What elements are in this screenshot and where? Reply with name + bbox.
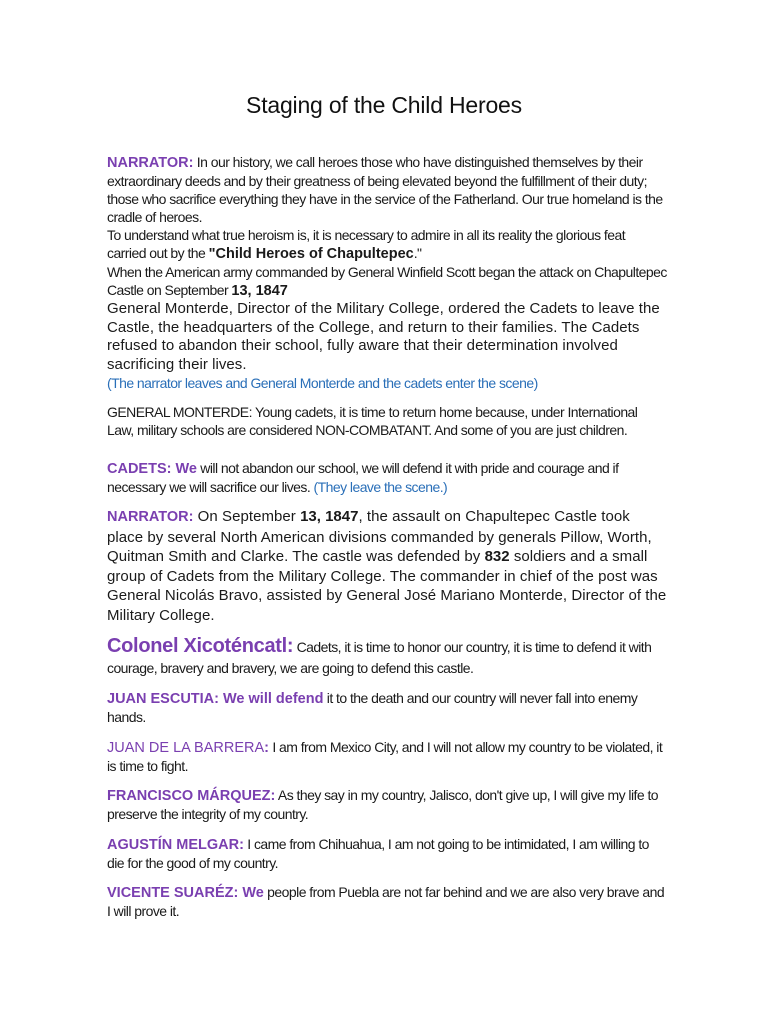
barrera-paragraph [107,738,667,775]
dialogue-text: I am from Mexico City, and I will not allow my country to be violated, it is time to fight. [107,739,663,774]
speaker-colon: : [264,740,269,756]
speaker-label: NARRATOR: [107,155,194,171]
dialogue-text: Cadets, it is time to honor our country, it is time to defend it with courage, bravery and bravery, we are going to defend this castle. [107,639,652,676]
speaker-label: Colonel Xicoténcatl: [107,635,294,657]
speaker-label: JUAN DE LA BARRERA [107,740,265,756]
speaker-label: NARRATOR: [107,509,194,525]
dialogue-text: I came from Chihuahua, I am not going to be intimidated, I am willing to die for the good of my country. [107,836,649,871]
monterde-order-paragraph: General Monterde, Director of the Military College, ordered the Cadets to leave the Castle, the headquarters of the College, and return to their families. The Cadets refused to abandon their school, fully aware that their determination involved sacrificing their lives. [107,300,660,373]
monterde-block [107,403,667,439]
marquez-block [107,786,667,823]
dialogue-text: it to the death and our country will never fall into enemy hands. [107,690,638,725]
speaker-label: VICENTE SUARÉZ: We [107,885,264,901]
emphasis-text: "Child Heroes of Chapultepec [208,246,414,262]
document-title: Staging of the Child Heroes [246,92,522,118]
marquez-paragraph [107,786,667,823]
speaker-label: CADETS: We [107,461,197,477]
cadets-paragraph [107,459,667,496]
speaker-label: FRANCISCO MÁRQUEZ: [107,788,276,804]
dialogue-text: , the assault on Chapultepec Castle took place by several North American divisions commanded by generals Pillow, Worth, Quitman Smith and Clarke. The castle was defended by [107,508,652,565]
dialogue-text: people from Puebla are not far behind and we are also very brave and I will prove it. [107,884,665,919]
cadets-block [107,459,667,496]
emphasis-date: 13, 1847 [231,283,288,299]
narrator-intro-paragraph [107,153,667,226]
melgar-paragraph [107,835,667,872]
narrator-intro-block [107,153,667,392]
dialogue-text: On September [193,508,301,525]
xicotencatl-block [107,636,667,679]
dialogue-text: To understand what true heroism is, it is necessary to admire in all its reality the glorious feat carried out by the [107,227,626,261]
emphasis-date: 13, 1847 [300,508,359,525]
narrator-assault-paragraph [107,507,667,625]
monterde-paragraph: GENERAL MONTERDE: Young cadets, it is time to return home because, under International Law, military schools are considered NON-COMBATANT. And some of you are just children. [107,404,638,438]
dialogue-text: will not abandon our school, we will defend it with pride and courage and if necessary we will sacrifice our lives. [107,460,619,495]
speaker-label: JUAN ESCUTIA: We will defend [107,691,324,707]
speaker-label: AGUSTÍN MELGAR: [107,837,244,853]
stage-direction: (They leave the scene.) [313,479,448,495]
dialogue-text: In our history, we call heroes those who have distinguished themselves by their extraordinary deeds and by their greatness of being elevated beyond the fulfillment of their duty; those who sacrifice everything they have in the service of the Fatherland. Our true homeland is the cradle of heroes. [107,154,663,225]
stage-direction: (The narrator leaves and General Monterde and the cadets enter the scene) [107,375,538,391]
attack-paragraph [107,263,667,300]
emphasis-number: 832 [484,548,510,565]
narrator-assault-block [107,507,667,625]
escutia-paragraph [107,689,667,726]
dialogue-text: As they say in my country, Jalisco, don't give up, I will give my life to preserve the integrity of my country. [107,787,659,822]
heroism-paragraph [107,226,667,263]
suarez-block [107,883,667,920]
xicotencatl-paragraph [107,636,667,679]
escutia-block [107,689,667,726]
dialogue-text: When the American army commanded by General Winfield Scott began the attack on Chapultepec Castle on September [107,264,667,298]
dialogue-text: ." [413,245,422,261]
dialogue-text: soldiers and a small group of Cadets from the Military College. The commander in chief of the post was General Nicolás Bravo, assisted by General José Mariano Monterde, Director of the Military College. [107,548,667,624]
barrera-block [107,738,667,775]
suarez-paragraph [107,883,667,920]
melgar-block [107,835,667,872]
